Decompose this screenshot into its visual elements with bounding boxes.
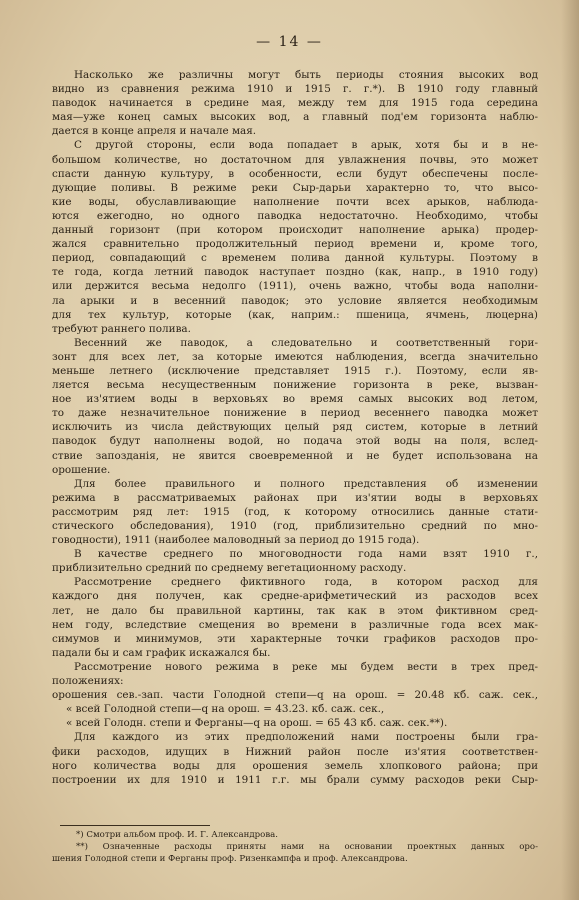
footnote-line: *) Смотри альбом проф. И. Г. Александрова. xyxy=(76,830,279,840)
text-line: ствие запозданiя, не явится своевременной и не будет использована на xyxy=(52,449,538,462)
text-line: ла арыки и в весенний паводок; это условие является необходимым xyxy=(52,294,538,307)
text-line: для тех культур, которые (как, наприм.: пшеница, ячмень, люцерна) xyxy=(52,308,538,321)
text-line: те года, когда летний паводок наступает поздно (как, напр., в 1910 году) xyxy=(52,266,538,279)
text-line: спасти данную культуру, в особенности, если будут обеспечены после- xyxy=(52,167,538,180)
text-line: С другой стороны, если вода попадает в арык, хотя бы и в не- xyxy=(74,139,538,152)
text-line: жался сравнительно продолжительный период времени и, кроме того, xyxy=(52,238,538,251)
footnote-line: **) Означенные расходы приняты нами на основании проектных данных оро- xyxy=(76,842,538,853)
text-line: меньше летнего (исключение представляет 1915 г.). Поэтому, если яв- xyxy=(52,364,538,377)
text-line: построении их для 1910 и 1911 г.г. мы брали сумму расходов реки Сыр- xyxy=(52,773,538,786)
text-line: исключить из числа действующих целый ряд систем, которые в летний xyxy=(52,421,538,434)
body-text xyxy=(52,68,538,787)
text-line: орошение. xyxy=(52,463,111,476)
text-line: паводок начинается в средине мая, между тем для 1915 года середина xyxy=(52,97,538,110)
text-line: дующие поливы. В режиме реки Сыр-дарьи характерно то, что высо- xyxy=(52,181,538,194)
text-line: паводок будут наполнены водой, но подача этой воды на поля, вслед- xyxy=(52,435,538,448)
text-line: данный горизонт (при котором происходит наполнение арыка) продер- xyxy=(52,224,538,237)
text-line: период, совпадающий с временем полива данной культуры. Поэтому в xyxy=(52,252,538,265)
text-line: падали бы и сам график искажался бы. xyxy=(52,646,271,659)
text-line: требуют раннего полива. xyxy=(52,322,191,335)
text-line: ное из'ятием воды в верховьях во время самых высоких вод летом, xyxy=(52,393,538,406)
text-line: или держится весьма недолго (1911), очень важно, чтобы вода наполни- xyxy=(52,280,538,293)
page-number: — 14 — xyxy=(256,34,323,50)
text-line: видно из сравнения режима 1910 и 1915 г. г.*). В 1910 году главный xyxy=(52,83,538,96)
text-line: « всей Голодн. степи и Ферганы—q на орош. = 65 43 кб. саж. сек.**). xyxy=(66,717,448,730)
text-line: Для каждого из этих предположений нами построены были гра- xyxy=(74,731,538,744)
text-line: то даже незначительное понижение в период весеннего паводка может xyxy=(52,407,538,420)
text-line: ются ежегодно, но одного паводка недостаточно. Необходимо, чтобы xyxy=(52,209,538,222)
text-line: Для более правильного и полного представления об изменении xyxy=(74,477,538,490)
text-line: большом количестве, но достаточном для увлажнения почвы, это может xyxy=(52,153,538,166)
footnote-rule xyxy=(60,825,210,826)
text-line: зонт для всех лет, за которые имеются наблюдения, всегда значительно xyxy=(52,350,538,363)
text-line: орошения сев.-зап. части Голодной степи—q на орош. = 20.48 кб. саж. сек., xyxy=(52,689,538,702)
text-line: положениях: xyxy=(52,675,124,688)
text-line: рассмотрим ряд лет: 1915 (год, к которому относились данные стати- xyxy=(52,505,538,518)
text-line: стического обследования), 1910 (год, приблизительно средний по мно- xyxy=(52,520,538,532)
text-line: симумов и минимумов, эти характерные точки графиков расходов про- xyxy=(52,632,538,645)
text-line: дается в конце апреля и начале мая. xyxy=(52,125,257,138)
text-line: Насколько же различны могут быть периоды стояния высоких вод xyxy=(74,69,538,81)
text-line: фики расходов, идущих в Нижний район после из'ятия соответствен- xyxy=(52,745,538,758)
text-line: лет, не дало бы правильной картины, так как в этом фиктивном сред- xyxy=(52,604,538,617)
text-line: приблизительно средний по среднему вегетационному расходу. xyxy=(52,562,407,575)
text-line: нем году, вследствие смещения во времени в различные года всех мак- xyxy=(52,618,538,631)
text-line: ного количества воды для орошения земель хлопкового района; при xyxy=(52,759,538,772)
text-line: мая—уже конец самых высоких вод, а главный под'ем горизонта наблю- xyxy=(52,111,538,124)
text-line: кие воды, обуславливающие наполнение почти всех арыков, наблюда- xyxy=(52,195,538,208)
text-line: говодности), 1911 (наиболее маловодный за период до 1915 года). xyxy=(52,534,420,547)
text-line: Рассмотрение нового режима в реке мы будем вести в трех пред- xyxy=(74,660,538,673)
text-line: ляется весьма несущественным понижение горизонта в реке, вызван- xyxy=(52,379,538,392)
text-line: В качестве среднего по многоводности года нами взят 1910 г., xyxy=(74,548,538,561)
footnote-line: шения Голодной степи и Ферганы проф. Ризенкампфа и проф. Александрова. xyxy=(52,854,408,865)
text-line: Весенний же паводок, а следовательно и соответственный гори- xyxy=(74,336,538,349)
text-line: Рассмотрение среднего фиктивного года, в котором расход для xyxy=(74,576,538,589)
text-line: каждого дня получен, как средне-арифметический из расходов всех xyxy=(52,590,538,603)
text-line: режима в рассматриваемых районах при из'ятии воды в верховьях xyxy=(52,491,538,504)
text-line: « всей Голодной степи—q на орош. = 43.23. кб. саж. сек., xyxy=(66,703,385,716)
footnotes xyxy=(52,829,538,866)
